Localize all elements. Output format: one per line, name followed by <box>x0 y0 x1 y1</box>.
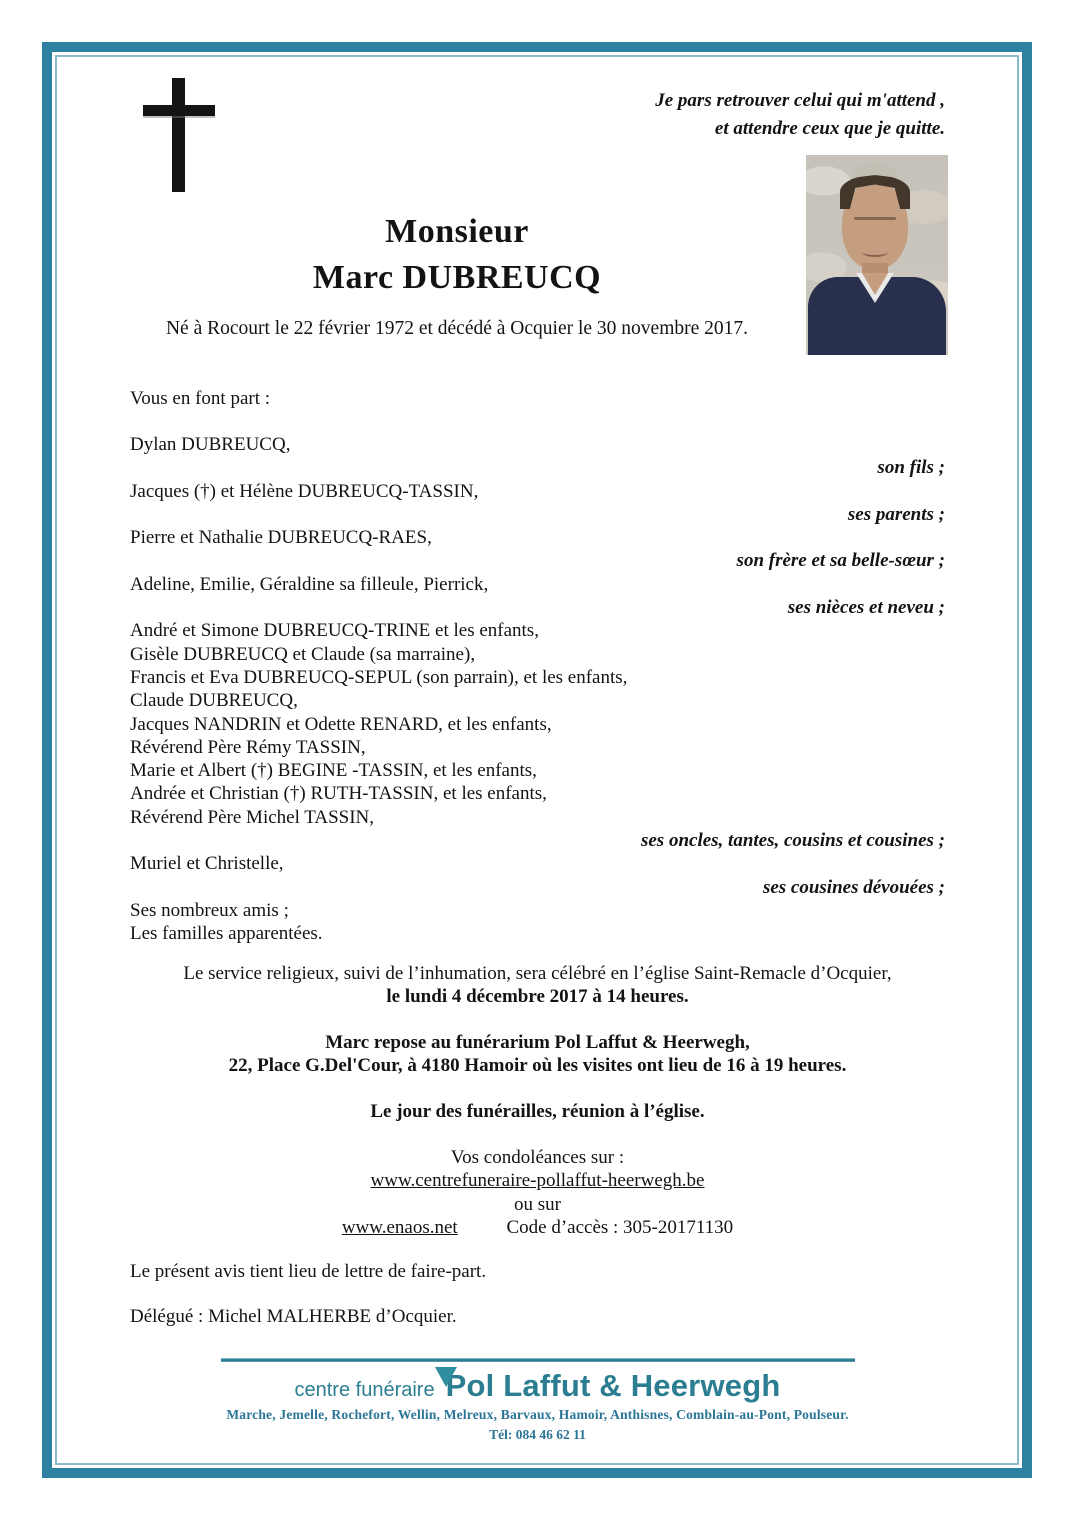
condolences-url-alt: www.enaos.net <box>341 1216 458 1238</box>
funeral-day-line: Le jour des funérailles, réunion à l’église. <box>370 1100 705 1122</box>
family-line: Jacques NANDRIN et Odette RENARD, et les enfants, <box>130 713 552 735</box>
condolences-or-label: ou sur <box>514 1193 561 1215</box>
religious-service-block <box>130 962 945 1009</box>
header-section <box>130 57 945 387</box>
announcement-intro: Vous en font part : <box>130 388 271 409</box>
memorial-quote <box>655 87 945 143</box>
notice-line: Le présent avis tient lieu de lettre de faire-part. <box>130 1261 487 1283</box>
funeral-home-footer <box>130 1358 945 1443</box>
cross-icon <box>143 78 215 192</box>
quote-line-1: Je pars retrouver celui qui m'attend , <box>655 90 945 111</box>
family-line: Révérend Père Michel TASSIN, <box>130 806 375 828</box>
family-line: Pierre et Nathalie DUBREUCQ-RAES, <box>130 527 432 549</box>
quote-line-2: et attendre ceux que je quitte. <box>714 118 945 139</box>
brand-prefix: centre funéraire <box>294 1378 435 1401</box>
condolences-alt-line <box>130 1216 945 1239</box>
phone-number: Tél: 084 46 62 11 <box>489 1426 586 1442</box>
service-line: Le service religieux, suivi de l’inhumation, sera célébré en l’église Saint-Remacle d’Ocquier, <box>183 962 892 984</box>
family-line: André et Simone DUBREUCQ-TRINE et les enfants, <box>130 620 539 642</box>
family-line: Jacques (†) et Hélène DUBREUCQ-TASSIN, <box>130 480 479 502</box>
family-line: Les familles apparentées. <box>130 923 323 945</box>
family-line: Révérend Père Rémy TASSIN, <box>130 736 366 758</box>
family-line: Dylan DUBREUCQ, <box>130 434 291 455</box>
family-line: Francis et Eva DUBREUCQ-SEPUL (son parrain), et les enfants, <box>130 666 628 688</box>
relation-line: son frère et sa belle-sœur ; <box>736 550 945 572</box>
family-line: Adeline, Emilie, Géraldine sa filleule, Pierrick, <box>130 573 489 595</box>
logo-triangle-icon <box>435 1367 457 1387</box>
decorative-frame <box>42 42 1032 1478</box>
relation-line: ses nièces et neveu ; <box>787 597 945 619</box>
condolences-block <box>130 1146 945 1239</box>
life-dates: Né à Rocourt le 22 février 1972 et décédé à Ocquier le 30 novembre 2017. <box>165 318 749 339</box>
relation-line: ses oncles, tantes, cousins et cousines ; <box>640 830 945 852</box>
family-list <box>130 433 945 946</box>
relation-line: ses cousines dévouées ; <box>762 876 945 898</box>
branch-locations: Marche, Jemelle, Rochefort, Wellin, Melreux, Barvaux, Hamoir, Anthisnes, Comblain-au-Pont, Poulseur. <box>226 1406 849 1422</box>
relation-line: ses parents ; <box>847 503 945 525</box>
repose-line-2: 22, Place G.Del'Cour, à 4180 Hamoir où les visites ont lieu de 16 à 19 heures. <box>228 1055 847 1077</box>
repose-block <box>130 1031 945 1078</box>
funeral-home-logo <box>130 1368 945 1404</box>
condolences-url-main: www.centrefuneraire-pollaffut-heerwegh.be <box>370 1170 705 1192</box>
repose-line-1: Marc repose au funérarium Pol Laffut & Heerwegh, <box>325 1032 750 1054</box>
title-block <box>130 209 784 340</box>
delegate-line: Délégué : Michel MALHERBE d’Ocquier. <box>130 1305 457 1327</box>
brand-name: Pol Laffut & Heerwegh <box>445 1367 781 1403</box>
family-line: Ses nombreux amis ; <box>130 899 289 921</box>
access-code: Code d’accès : 305-20171130 <box>506 1216 734 1238</box>
portrait-photo <box>806 155 948 355</box>
condolences-label: Vos condoléances sur : <box>450 1147 625 1169</box>
footer-divider <box>221 1358 855 1362</box>
decorative-frame-inner <box>55 55 1019 1465</box>
relation-line: son fils ; <box>877 457 945 479</box>
family-line: Claude DUBREUCQ, <box>130 690 298 712</box>
family-line: Andrée et Christian (†) RUTH-TASSIN, et les enfants, <box>130 783 547 805</box>
content-area <box>57 57 1017 1463</box>
service-date: le lundi 4 décembre 2017 à 14 heures. <box>386 985 689 1007</box>
family-line: Marie et Albert (†) BEGINE -TASSIN, et les enfants, <box>130 760 537 782</box>
deceased-name: Marc DUBREUCQ <box>312 259 602 296</box>
civility-title: Monsieur <box>385 213 529 250</box>
family-line: Gisèle DUBREUCQ et Claude (sa marraine), <box>130 643 476 665</box>
family-line: Muriel et Christelle, <box>130 853 284 875</box>
